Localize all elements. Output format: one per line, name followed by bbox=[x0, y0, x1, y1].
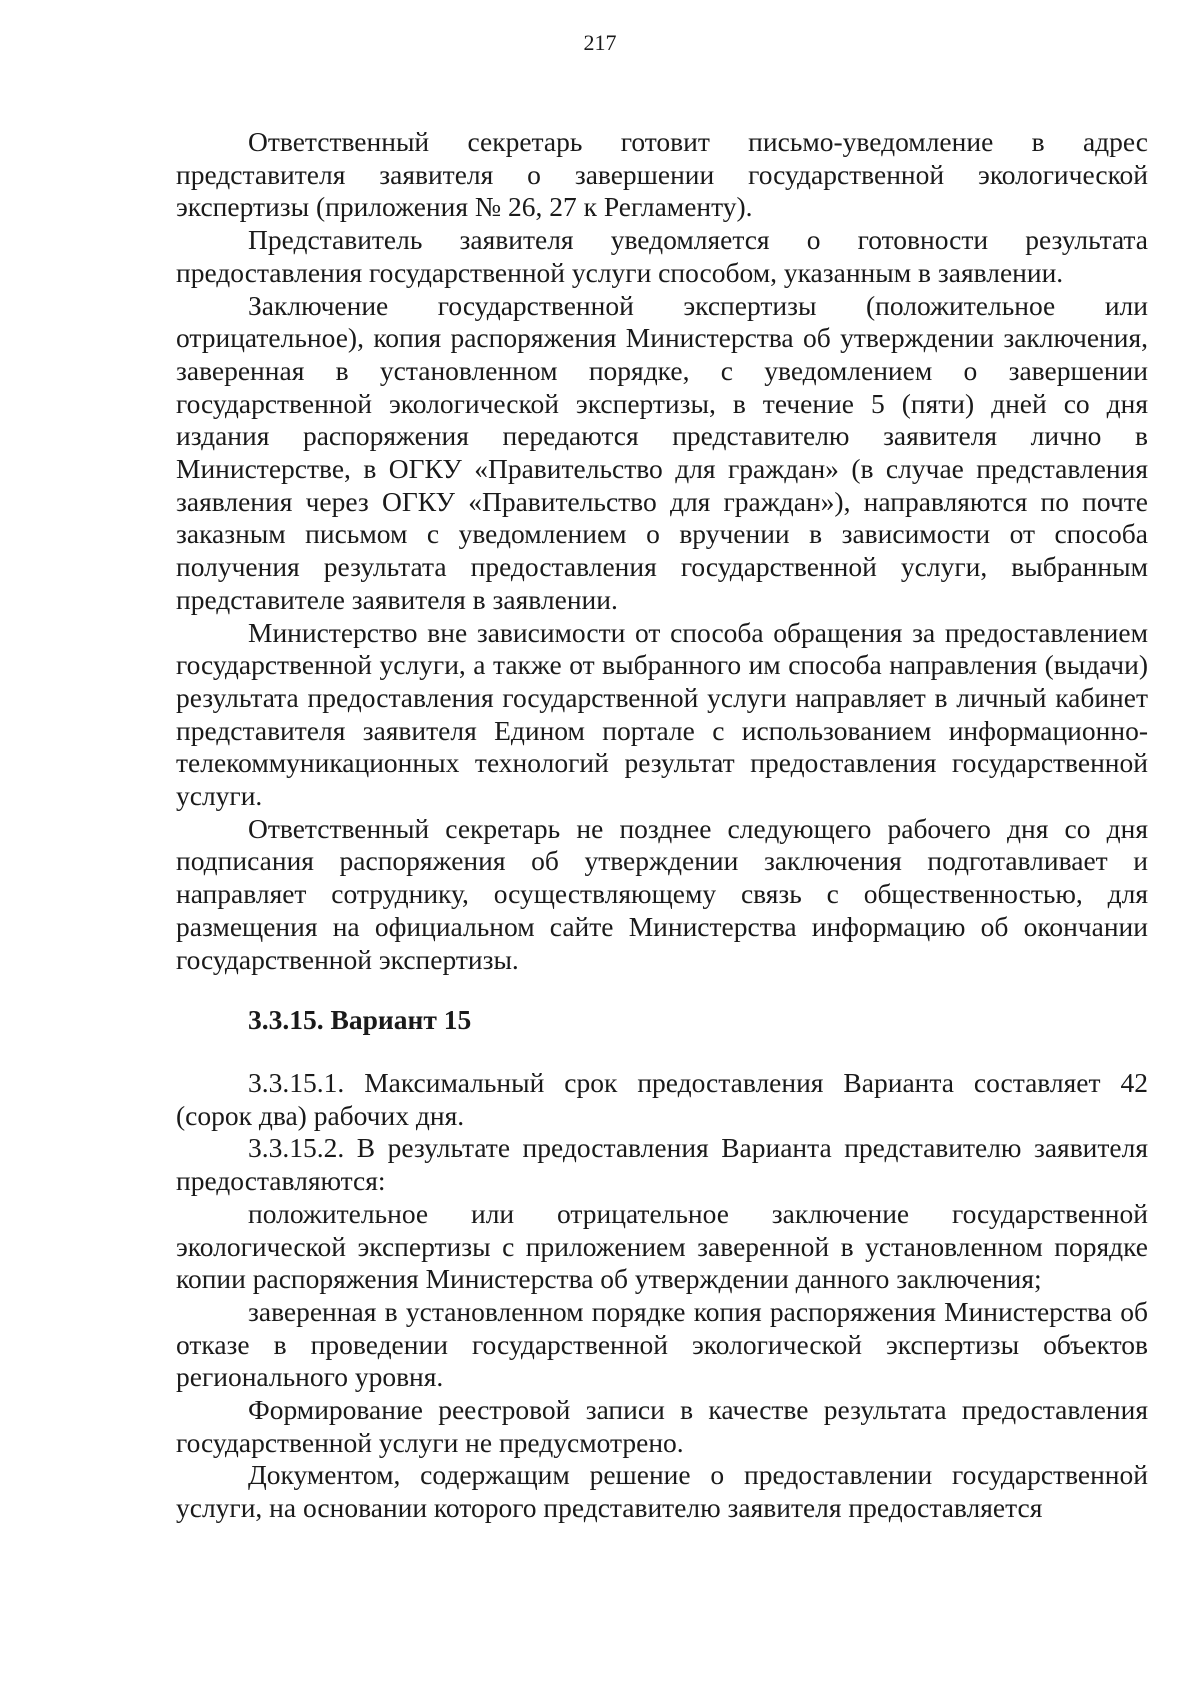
paragraph: Ответственный секретарь не позднее следующего рабочего дня со дня подписания распоряжения об утверждении заключения подготавливает и направляет сотруднику, осуществляющему связь с общественностью, для размещения на официальном сайте Министерства информацию об окончании государственной экспертизы. bbox=[176, 812, 1148, 975]
document-body bbox=[176, 126, 1148, 1525]
paragraph: Представитель заявителя уведомляется о готовности результата предоставления государственной услуги способом, указанным в заявлении. bbox=[176, 224, 1148, 288]
paragraph: Документом, содержащим решение о предоставлении государственной услуги, на основании которого представителю заявителя предоставляется bbox=[176, 1459, 1148, 1524]
page-number: 217 bbox=[583, 30, 617, 55]
paragraph: положительное или отрицательное заключение государственной экологической экспертизы с приложением заверенной в установленном порядке копии распоряжения Министерства об утверждении данного заключения; bbox=[176, 1197, 1148, 1295]
paragraph: Министерство вне зависимости от способа обращения за предоставлением государственной услуги, а также от выбранного им способа направления (выдачи) результата предоставления государственной услуги направляет в личный кабинет представителя заявителя Едином портале с использованием информационно-телекоммуникационных технологий результат предоставления государственной услуги. bbox=[176, 616, 1148, 812]
paragraph: заверенная в установленном порядке копия распоряжения Министерства об отказе в проведении государственной экологической экспертизы объектов регионального уровня. bbox=[176, 1295, 1148, 1393]
paragraph: Формирование реестровой записи в качестве результата предоставления государственной услуги не предусмотрено. bbox=[176, 1394, 1148, 1458]
paragraph: Заключение государственной экспертизы (положительное или отрицательное), копия распоряжения Министерства об утверждении заключения, заверенная в установленном порядке, с уведомлением о завершении государственной экологической экспертизы, в течение 5 (пяти) дней со дня издания распоряжения передаются представителю заявителя лично в Министерстве, в ОГКУ «Правительство для граждан» (в случае представления заявления через ОГКУ «Правительство для граждан»), направляются по почте заказным письмом с уведомлением о вручении в зависимости от способа получения результата предоставления государственной услуги, выбранным представителе заявителя в заявлении. bbox=[176, 289, 1148, 615]
section-heading: 3.3.15. Вариант 15 bbox=[248, 1004, 472, 1036]
paragraph: 3.3.15.2. В результате предоставления Варианта представителю заявителя предоставляются: bbox=[176, 1132, 1148, 1197]
paragraph: 3.3.15.1. Максимальный срок предоставления Варианта составляет 42 (сорок два) рабочих дня. bbox=[176, 1066, 1148, 1131]
paragraph: Ответственный секретарь готовит письмо-уведомление в адрес представителя заявителя о завершении государственной экологической экспертизы (приложения № 26, 27 к Регламенту). bbox=[176, 126, 1148, 223]
